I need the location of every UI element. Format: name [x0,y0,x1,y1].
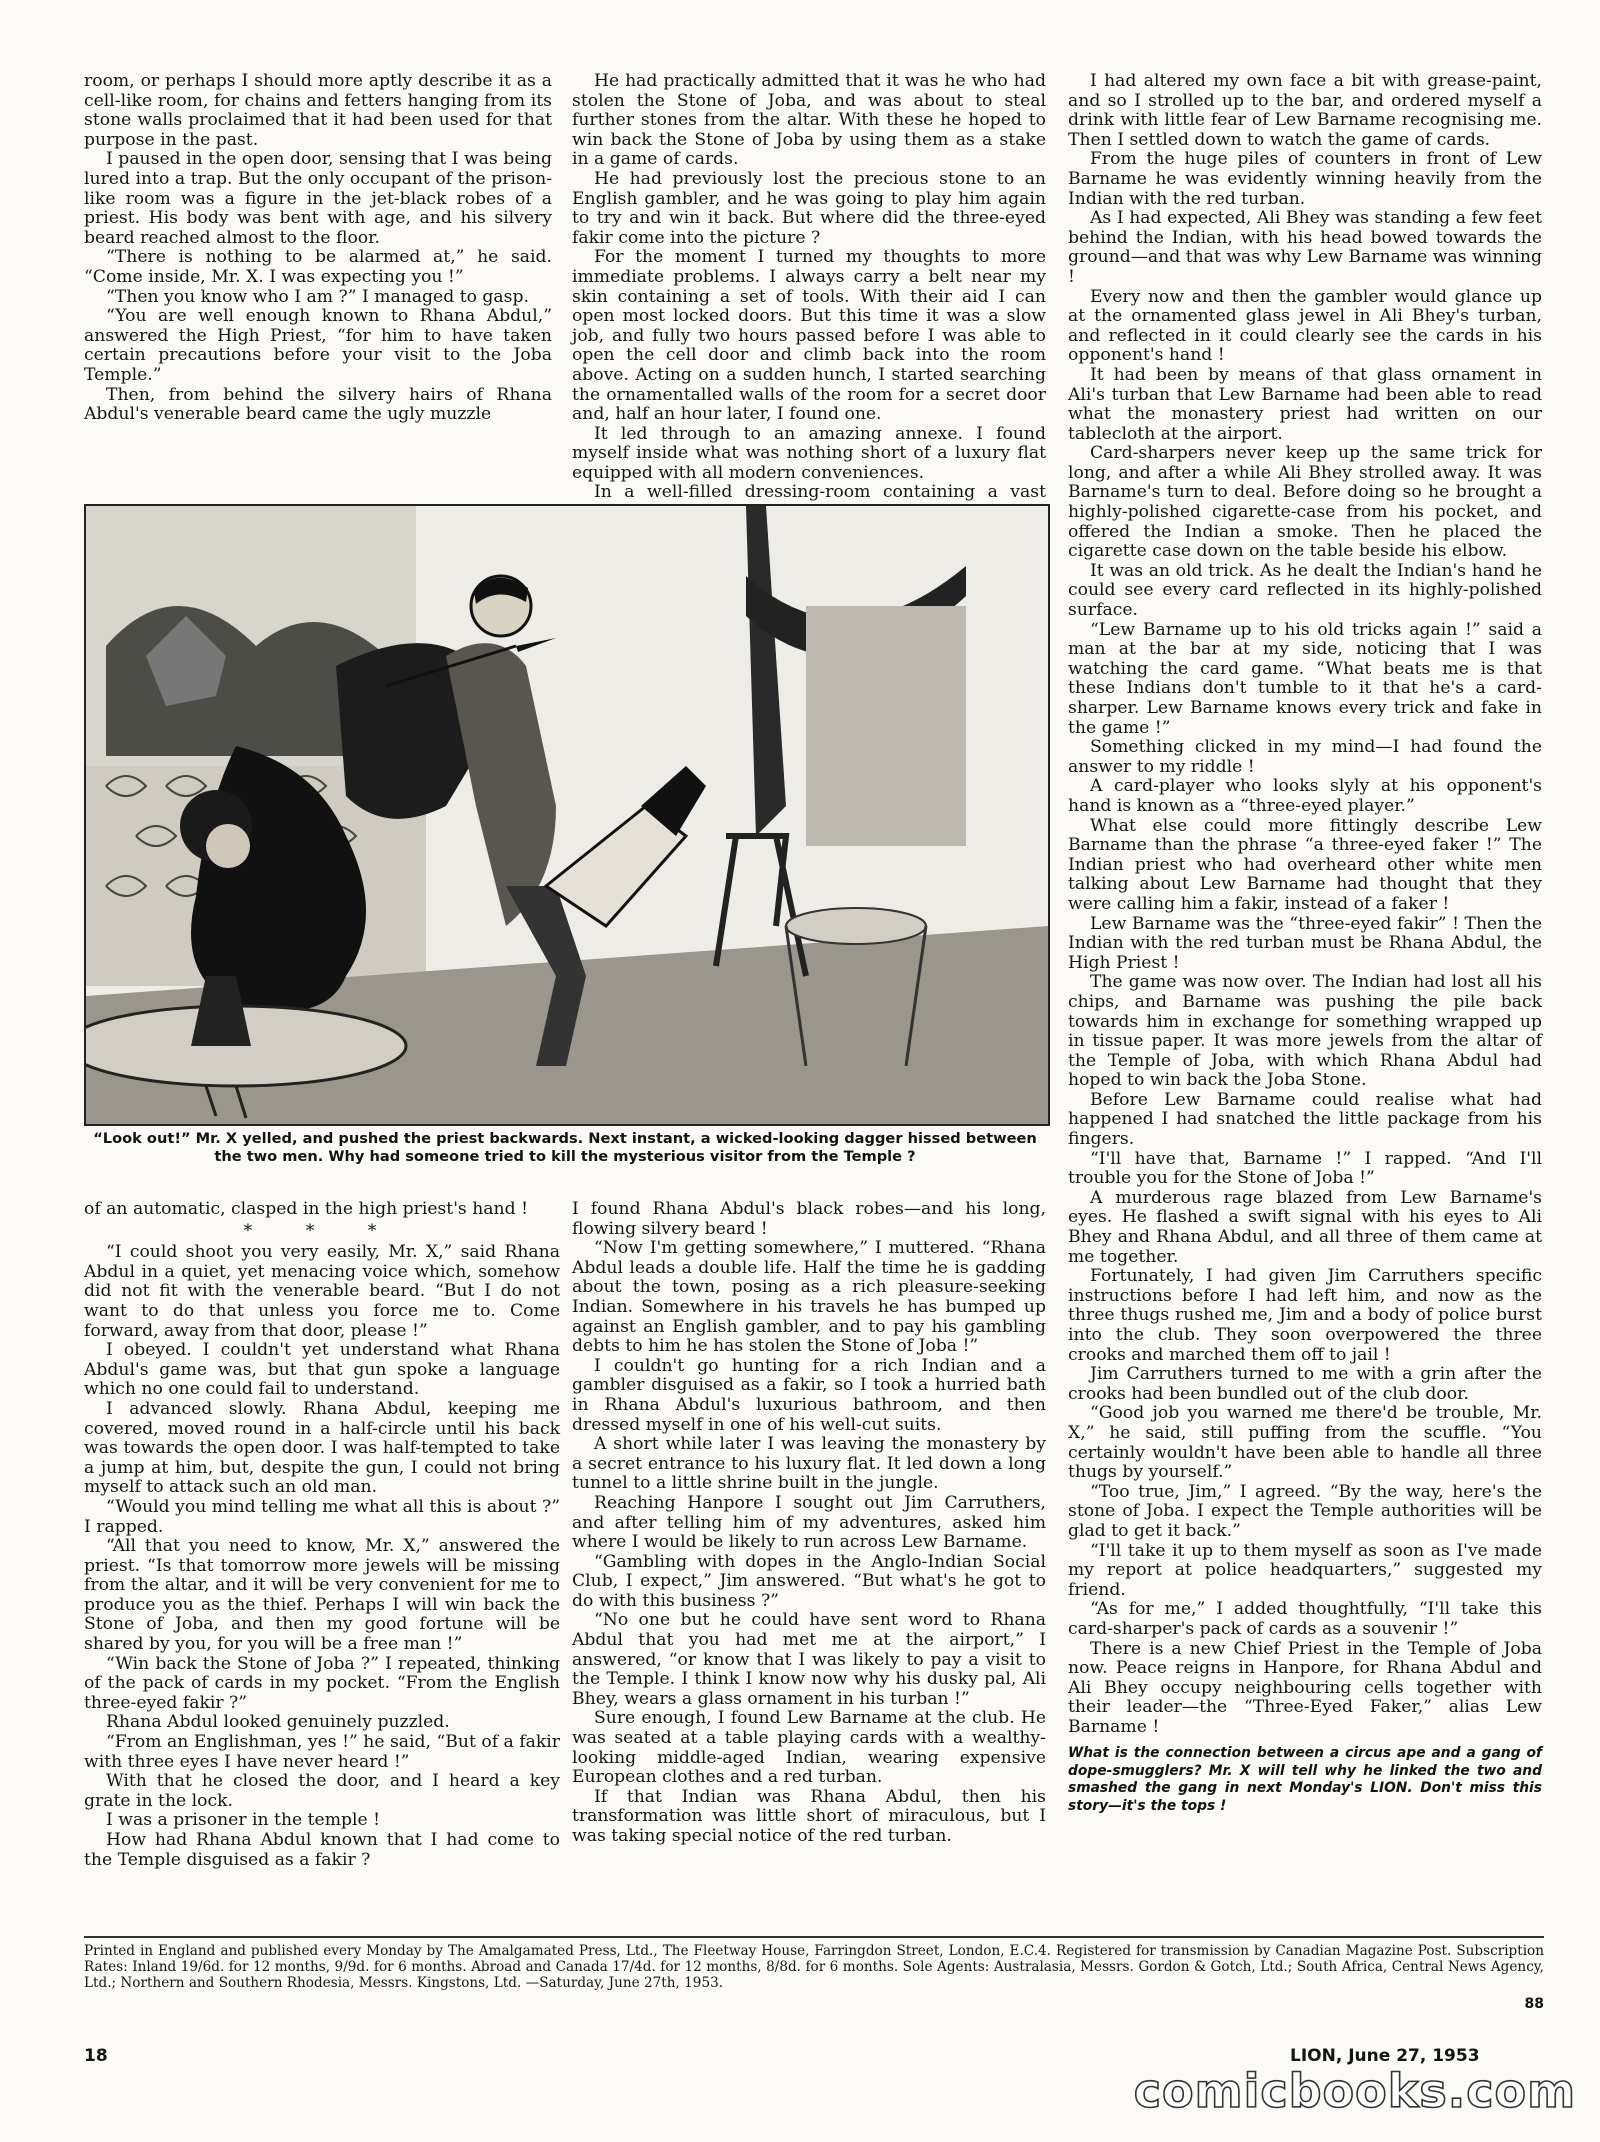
paragraph: He had previously lost the precious stone to an English gambler, and he was going to play him again to try and win it back. But where did the three-eyed fakir come into the picture ? [572,168,1046,248]
paragraph: He had practically admitted that it was he who had stolen the Stone of Joba, and was about to steal further stones from the altar. With these he hoped to win back the Stone of Joba by using them as a stake in a game of cards. [572,71,1046,170]
paragraph: Lew Barname was the “three-eyed fakir” ! Then the Indian with the red turban must be Rhana Abdul, the High Priest ! [1068,913,1542,973]
paragraph: “From an Englishman, yes !” he said, “But of a fakir with three eyes I have never heard !” [84,1732,560,1772]
paragraph: From the huge piles of counters in front of Lew Barname he was evidently winning heavily from the Indian with the red turban. [1068,149,1542,209]
paragraph: If that Indian was Rhana Abdul, then his transformation was little short of miraculous, but I was taking special notice of the red turban. [572,1786,1046,1846]
imprint-code: 88 [1524,1996,1544,2012]
paragraph: The game was now over. The Indian had lost all his chips, and Barname was pushing the pile back towards him in exchange for something wrapped up in tissue paper. It was more jewels from the altar of the Temple of Joba, with which Rhana Abdul had hoped to win back the Joba Stone. [1068,972,1542,1091]
illustration-caption: “Look out!” Mr. X yelled, and pushed the priest backwards. Next instant, a wicked-looking dagger hissed between the two men. Why had someone tried to kill the mysterious visitor from the Temple ? [93,1130,1037,1165]
paragraph: Every now and then the gambler would glance up at the ornamented glass jewel in Ali Bhey's turban, and reflected in it could clearly see the cards in his opponent's hand ! [1068,286,1542,366]
column-1-bottom [84,1200,560,1870]
paragraph: Something clicked in my mind—I had found the answer to my riddle ! [1068,737,1542,777]
page-number: 18 [84,2046,108,2066]
paragraph: “I could shoot you very easily, Mr. X,” said Rhana Abdul in a quiet, yet menacing voice which, somehow did not fit with the venerable beard. “But I do not want to do that unless you force me to. Come forward, away from that door, please !” [84,1242,560,1341]
column-2-top [572,72,1046,523]
running-foot: LION, June 27, 1953 [1290,2046,1480,2066]
paragraph: Rhana Abdul looked genuinely puzzled. [106,1712,450,1733]
paragraph: “There is nothing to be alarmed at,” he said. “Come inside, Mr. X. I was expecting you !” [84,247,552,287]
paragraph: “I'll have that, Barname !” I rapped. “And I'll trouble you for the Stone of Joba !” [1068,1148,1542,1189]
paragraph: I couldn't go hunting for a rich Indian and a gambler disguised as a fakir, so I took a hurried bath in Rhana Abdul's luxurious bathroom, and then dressed myself in one of his well-cut suits. [572,1355,1046,1435]
paragraph: Reaching Hanpore I sought out Jim Carruthers, and after telling him of my adventures, asked him where I would be likely to run across Lew Barname. [572,1492,1046,1553]
paragraph: Fortunately, I had given Jim Carruthers specific instructions before I had left him, and now as the three thugs rushed me, Jim and a body of police burst into the club. They soon overpowered the three crooks and marched them off to jail ! [1068,1266,1542,1365]
paragraph: “Then you know who I am ?” I managed to gasp. [106,286,529,307]
paragraph: Jim Carruthers turned to me with a grin after the crooks had been bundled out of the club door. [1068,1364,1542,1404]
publisher-imprint: Printed in England and published every Monday by The Amalgamated Press, Ltd., The Fleetway House, Farringdon Street, London, E.C.4. Registered for transmission by Canadian Magazine Post. Subscription Rates: Inland 19/6d. for 12 months, 9/9d. for 6 months. Abroad and Canada 17/4d. for 12 months, 8/8d. for 6 months. Sole Agents: Australasia, Messrs. Gordon & Gotch, Ltd.; South Africa, Central News Agency, Ltd.; Northern and Southern Rhodesia, Messrs. Kingstons, Ltd. —Saturday, June 27th, 1953. [84,1943,1544,1991]
paragraph: “As for me,” I added thoughtfully, “I'll take this card-sharper's pack of cards as a souvenir !” [1068,1599,1542,1639]
column-3 [1068,72,1542,1815]
footer-rule [84,1936,1544,1938]
paragraph: “You are well enough known to Rhana Abdul,” answered the High Priest, “for him to have taken certain precautions before your visit to the Joba Temple.” [84,306,552,385]
next-week-teaser: What is the connection between a circus ape and a gang of dope-smugglers? Mr. X will tell why he linked the two and smashed the gang in next Monday's LION. Don't miss this story—it's the tops ! [1068,1745,1542,1814]
paragraph: I found Rhana Abdul's black robes—and his long, flowing silvery beard ! [572,1199,1046,1239]
paragraph: There is a new Chief Priest in the Temple of Joba now. Peace reigns in Hanpore, for Rhana Abdul and Ali Bhey occupy neighbouring cells together with their leader—the “Three-Eyed Faker,” alias Lew Barname ! [1068,1638,1542,1737]
paragraph: With that he closed the door, and I heard a key grate in the lock. [84,1771,560,1811]
paragraph: It had been by means of that glass ornament in Ali's turban that Lew Barname had been able to read what the monastery priest had written on our tablecloth at the airport. [1068,364,1542,444]
paragraph: “No one but he could have sent word to Rhana Abdul that you had met me at the airport,” I answered, “or know that I was likely to pay a visit to the Temple. I think I know now why his dusky pal, Ali Bhey, wears a glass ornament in his turban !” [572,1610,1046,1709]
section-break-stars: * * * [243,1220,401,1241]
paragraph: A murderous rage blazed from Lew Barname's eyes. He flashed a swift signal with his eyes to Ali Bhey and Rhana Abdul, and all three of them came at me together. [1068,1187,1542,1267]
paragraph: Sure enough, I found Lew Barname at the club. He was seated at a table playing cards with a wealthy-looking middle-aged Indian, wearing expensive European clothes and a red turban. [572,1708,1046,1788]
paragraph: “Gambling with dopes in the Anglo-Indian Social Club, I expect,” Jim answered. “But what's he got to do with this business ?” [572,1551,1046,1611]
paragraph: It was an old trick. As he dealt the Indian's hand he could see every card reflected in its highly-polished surface. [1068,560,1542,621]
paragraph: “I'll take it up to them myself as soon as I've made my report at police headquarters,” suggested my friend. [1068,1540,1542,1600]
paragraph: It led through to an amazing annexe. I found myself inside what was nothing short of a luxury flat equipped with all modern conveniences. [572,423,1046,483]
paragraph: I paused in the open door, sensing that I was being lured into a trap. But the only occupant of the prison-like room was a figure in the jet-black robes of a priest. His body was bent with age, and his silvery beard reached almost to the floor. [84,149,552,248]
paragraph: “Win back the Stone of Joba ?” I repeated, thinking of the pack of cards in my pocket. “From the English three-eyed fakir ?” [84,1653,560,1713]
paragraph: Then, from behind the silvery hairs of Rhana Abdul's venerable beard came the ugly muzzle [84,384,552,425]
paragraph: As I had expected, Ali Bhey was standing a few feet behind the Indian, with his head bowed towards the ground—and that was why Lew Barname was winning ! [1068,208,1542,287]
paragraph: A card-player who looks slyly at his opponent's hand is known as a “three-eyed player.” [1068,776,1542,816]
paragraph: I had altered my own face a bit with grease-paint, and so I strolled up to the bar, and ordered myself a drink with little fear of Lew Barname recognising me. Then I settled down to watch the game of cards. [1068,71,1542,150]
column-1-top [84,72,552,425]
paragraph: of an automatic, clasped in the high priest's hand ! [84,1199,528,1219]
paragraph: I advanced slowly. Rhana Abdul, keeping me covered, moved round in a half-circle until his back was towards the open door. I was half-tempted to take a jump at him, but, despite the gun, I could not bring myself to attack such an old man. [84,1398,560,1498]
paragraph: “Now I'm getting somewhere,” I muttered. “Rhana Abdul leads a double life. Half the time he is gadding about the town, posing as a rich pleasure-seeking Indian. Somewhere in his travels he has bumped up against an English gambler, and to pay his gambling debts to him he has stolen the Stone of Joba !” [572,1238,1046,1357]
paragraph: “All that you need to know, Mr. X,” answered the priest. “Is that tomorrow more jewels will be missing from the altar, and it will be very convenient for me to produce you as the thief. Perhaps I will win back the Stone of Joba, and then my good fortune will be shared by you, for you will be a free man !” [84,1536,560,1655]
fight-scene-drawing [86,506,1048,1124]
paragraph: “Lew Barname up to his old tricks again !” said a man at the bar at my side, noticing that I was watching the card game. “What beats me is that these Indians don't tumble to it that he's a card-sharper. Lew Barname knows every trick and fake in the game !” [1068,619,1542,738]
paragraph: In a well-filled dressing-room containing a vast [594,482,1046,503]
paragraph: Card-sharpers never keep up the same trick for long, and after a while Ali Bhey strolled away. It was Barname's turn to deal. Before doing so he brought a highly-polished cigarette-case from his pocket, and offered the Indian a smoke. Then he placed the cigarette case down on the table beside his elbow. [1068,443,1542,562]
paragraph: “Good job you warned me there'd be trouble, Mr. X,” he said, still puffing from the scuffle. “You certainly wouldn't have been able to handle all three thugs by yourself.” [1068,1403,1542,1483]
paragraph: How had Rhana Abdul known that I had come to the Temple disguised as a fakir ? [84,1830,560,1870]
column-2-bottom [572,1200,1046,1847]
paragraph: Before Lew Barname could realise what had happened I had snatched the little package from his fingers. [1068,1089,1542,1150]
story-illustration [84,504,1050,1126]
paragraph: room, or perhaps I should more aptly describe it as a cell-like room, for chains and fetters hanging from its stone walls proclaimed that it had been used for that purpose in the past. [84,71,552,150]
site-watermark: comicbooks.com [1133,2064,1576,2118]
paragraph: A short while later I was leaving the monastery by a secret entrance to his luxury flat. It led down a long tunnel to a little shrine built in the jungle. [572,1434,1046,1494]
paragraph: “Too true, Jim,” I agreed. “By the way, here's the stone of Joba. I expect the Temple authorities will be glad to get it back.” [1068,1481,1542,1541]
paragraph: I was a prisoner in the temple ! [106,1810,381,1831]
paragraph: “Would you mind telling me what all this is about ?” I rapped. [84,1496,560,1537]
paragraph: For the moment I turned my thoughts to more immediate problems. I always carry a belt near my skin containing a set of tools. With their aid I can open most locked doors. But this time it was a slow job, and fully two hours passed before I was able to open the cell door and climb back into the room above. Acting on a sudden hunch, I started searching the ornamentalled walls of the room for a secret door and, half an hour later, I found one. [572,247,1046,425]
paragraph: What else could more fittingly describe Lew Barname than the phrase “a three-eyed faker !” The Indian priest who had overheard other white men talking about Lew Barname had thought that they were calling him a fakir, instead of a faker ! [1068,815,1542,914]
paragraph: I obeyed. I couldn't yet understand what Rhana Abdul's game was, but that gun spoke a language which no one could fail to understand. [84,1340,560,1400]
